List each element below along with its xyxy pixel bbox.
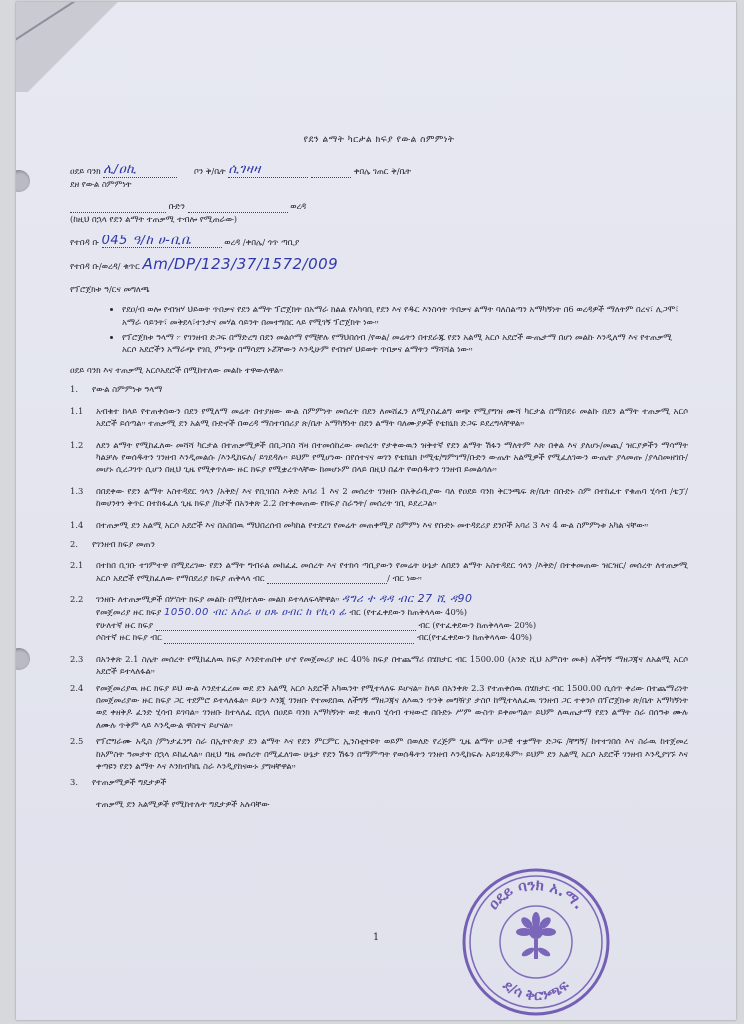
bank-handwritten: ሊ/ዐኪ [103,164,137,178]
address-field [102,235,222,248]
section-title: የውል ስምምነቱ ዓላማ [92,384,163,395]
payment-suffix: ብር (የተፈቀደውን ከጠቅላላው 20%) [418,619,537,630]
account-line [70,258,688,272]
account-label: የተበዳ ቡ/ወረዳ/ ቁጥር [70,261,140,272]
flower-emblem-icon [516,912,556,959]
payment-row [70,619,688,631]
filler-line [311,177,351,178]
clause-number: 2.4 [70,682,84,693]
payment-blank [164,643,414,644]
clause-1-2 [70,439,688,476]
section-3-heading [70,776,688,788]
branch-label: ቦን ቅ/ቤት [193,166,226,177]
clause-1-4 [70,519,688,531]
total-handwritten: ዳግሪ ተ ዳዳ ብር 27 ሺ ዳ90 [341,592,473,606]
branch-field [228,164,308,177]
section-title: የተጠቃሚዎች ግዴታዎች [92,777,167,788]
clause-text: በአንቀጽ 2.1 ስሌት መሰረት የሚከፈለዉ ክፍያ እንደተጠበቀ ሆኖ የመጀመሪያ ዙር 40% ክፍያ በተጨማሪ በሄክታር ብር 1500.00 (አንድ ሺህ አምስት መቶ) ለችግኝ ማዘጋጃና ለአልሚ አርሶ አደሮች ይተላለፋል። [96,653,688,677]
clause-number: 1.4 [70,519,84,530]
clause-text [96,559,688,584]
account-handwritten: Am/DP/123/37/1572/009 [142,258,339,273]
clause-text: ለደን ልማት የሚከፈለው መሻሻ ካርታል በተጠቃሚዎች በቢጋበስ ሻዛ በተመሰከረው መሰረት የታቀውዉን ዝቅተኛ የደን ልማት ሽፋን ማለትም እጽ በቀል እና ያለሆኑ/መጪ/ ዝርያዎችን ማሳማት ካልቻሉ የወሰዱትን ገንዘብ እንዲመልሱ /እንዲከፍሉ/ ይገደዳሉ። ይህም የሚሆነው በየሰተናና ወገን የቴክኒክ ኮሚቴ/ግምገማ/ቡድን ውጤት አልሚዎች የሚፈለገውን ውጤት ያላመጡ /ያላስመዘገቡ/ መሆኑ ሲረጋገጥ ሲሆን በዚህ ጊዜ የሚቀጥለው ዙር ክፍያ የሚቋረጥላቸው ከመሆኑም በላይ በዚህ በፊት የወሰዱትን ገንዘብ ይመልሳሉ። [96,439,688,475]
address-suffix: ወረዳ /ቀበሌ/ ጎጥ ጣቢያ [224,237,300,248]
payment-row [70,606,688,619]
clause-2-3 [70,653,688,678]
page-number: 1 [372,932,380,943]
payment-label: የሁለተኛ ዙር ክፍያ [96,619,154,630]
stamp-top-text: ዐደይ ባንክ አ.ማ. [484,875,588,913]
document-title: የደን ልማት ካርታል ክፍያ የውል ስምምነት [303,135,455,145]
obligations-intro: ተጠቃሚ ደን አልሚዎች የሚከተሉት ግዴታዎች አሉባቸው [96,798,270,809]
stamp-bottom-text: ደ/ሳ ቅርንጫፍ [499,977,573,1005]
svg-text:ደ/ሳ ቅርንጫፍ [499,977,573,1004]
clause-2-2 [70,593,688,605]
forest-office-label: ቀበሌ ገጠር ቅ/ቤት [353,166,411,177]
clause-tail: / ብር ነው። [387,572,422,583]
section-1-heading [70,383,688,395]
clause-body: በተከበ ቢገቡ ተገምተዋ በሚደረገው የደን ልማት ግብሩል መከፈፈ መሰረት እና የተክሳ ጣቢያውን የመሬት ሁኔታ ለበደን ልማት አስተዳደር ጎላን /እቅድ/ በተቀመጠው ዝርዝር/ መሰረት ለተጠቃሚ አርሶ አደሮች የሚከፈለው የማበደሪያ ክፍያ ጠቅላላ ብር [96,560,688,583]
branch-handwritten: ሲገዛዛ [228,164,261,178]
document-page [16,2,736,1020]
purpose-heading: የፕሮጀክቱ ዓ/ርና መግለጫ [70,283,150,294]
bank-line [70,164,688,177]
agreement-intro: ዐደይ ባንክ እና ተጠቃሚ አርሶአደሮች በሚከተለው መልኩ ተዋውለዋል። [70,364,284,375]
address-line [70,235,688,248]
clause-text: በተጠቃሚ ደን አልሚ አርሶ አደሮች እና በአበበዉ ማህበረሰብ መካከል የተደረገ የመሬት መጠቀሚያ ስምምነ እና የቡድኑ መተዳደሪያ ደንቦች አባሪ 3 እና 4 ውል ስምምነቱ አካል ናቸው። [96,519,649,530]
section-2-heading [70,538,688,550]
purpose-bullets [70,303,688,356]
clause-number: 1.3 [70,485,84,496]
clause-text: የፕሮግራሙ አዲስ /ምነታፈንግ ስራ በኢትዮጵያ ደን ልማት እና የደን ምርምር ኢንስቲትዩት ወይም በወለድ የረጅም ጊዜ ልማት ሀጋዊ ተቋማት ድጋፍ /ቸግኝ/ ከተተገበሰ እና ስራዉ ከተጀመረ ከአምስት ዓመታት በኋላ ይከፈላል። በዚህ ግዜ መሰረት በሚፈለገው ሁኔታ የደን ሽፋን በማምጣት የወሰዱትን ገንዘብ እንዲከፍሉ አይገደዱም። ይህም ደን አልሚ አርሶ አደሮች ገንዘብ እንዲያገኙ እና ቀጣዩን የደን ልማት እና እንክብካቤ ስራ እንዲያከናውኑ ያግዛቸዋል። [96,736,688,772]
clause-number: 1.2 [70,439,84,450]
clause-number: 2.5 [70,736,84,747]
section-title: የገንዘብ ክፍያ መጠን [92,538,155,549]
clause-number: 2.1 [70,560,84,571]
agreement-line: ደዘ የውል ስምምነት [70,178,132,189]
section-number: 3. [70,777,78,788]
clause-1-1 [70,405,688,430]
address-handwritten: 045 ዓ/ከ ሀ-ቢቤ [101,235,192,249]
intro-line: (ከዚህ በኋላ የደን ልማት ተጠቃሚ ተብሎ የሚጠራው) [70,213,238,224]
clause-2-5 [70,735,688,772]
clause-text [96,593,688,605]
payment-suffix: ብር(የተፈቀደውን ከጠቅላላው 40%) [417,632,533,643]
group-label: ቡድን [168,201,185,212]
bank-stamp [456,860,616,1020]
document-body [70,134,688,810]
clause-text: አብቁተ ከላይ የተጠቀሰውን በደን የሚለማ መሬት በተያዘው ውል ስምምነት መሰረት በደን ለመሸፈን ለሚያስፈልግ ወጭ የሚያግዝ ሙሻ ካርታል በማበደሩ መልኩ በደን ልማት ተጠቃሚ አርሶ አደሮች ይሰጣል። ተጠቃሚ ደን አልሚ ቡድኖች በወረዳ ማስተባበሪያ ጽ/ቤት አማካኝነት በደን ልማት ባለሙያዎች የቴክኒክ ድጋፍ ይደረግላቸዋል። [96,405,688,429]
purpose-bullet: • የፕሮጀክቱ ዓላማ ፦ የገንዘብ ድጋፍ በማድረግ በደን መልሶማ የሚቸሉ የማህበሰብ /የወል/ መሬትን በተደራጁ የደን አልሚ አርሶ አደሮች ውጤታማ በሆነ መልኩ እንዲለማ እና የተጠቃሚ አርሶ አደሮችን አማራጭ የገቢ ምንጭ በማሳደግ ኑሯቸውን እንዲሁም የብዝሃ ህይወት ጥበቃና ልማትን ማሻሻል ነው። [122,331,688,356]
folded-corner [16,2,136,92]
clause-text: በበደቀው የደን ልማት አስተዳደር ጎላን /አቅድ/ እና የቢገበስ እቅድ አባሪ 1 እና 2 መሰረት ገንዘቡ በአቅራቢያው ባለ የዐደይ ባንክ ቅርንጫፍ ጽ/ቤት በቡድኑ ስም በተከፈተ የቁጠባ ሂሳብ /ቴፓ/ ከወሀንትነ ቅጥር በተከፋፈለ ጊዜ ክፍያ /ከታች በአንቀጽ 2.2 በተቀመጠው የክፍያ ስራዓት/ መሰረት ገቢ ይደረጋል። [96,485,688,509]
clause-body: ገንዘቡ ለተጠቃሚዎች በሦስት ክፍያ መልኩ በሚከተለው መልክ ይተላለፍላቸዋል። [96,594,340,605]
bank-label: ዐደይ ባንክ [70,166,101,177]
group-date-line [70,200,688,212]
bank-field [103,164,177,177]
payment-handwritten: 1050.00 ብር አስራ ሀ ዐጹ ዐብር ከ የኪሳ ፊ [164,606,347,618]
purpose-bullet: • የደዐ/ብ ወሎ የብዝሃ ህይወት ጥበቃና የደን ልማት ፕሮጀክት በአማራ ክልል የአካባቢ የደን እና የዱር እንስሳት ጥበቃና ልማት ባለስልጣን አማካኝነት በ6 ወረዳዎች ማለትም በረና፣ ሊጋሞ፣ አማራ ሳይንት፣ መቅደላ፣ተንታና መሃል ሳይንት በመተግበር ላይ የሚገኝ ፕሮጀክት ነው። [122,303,688,328]
clause-number: 2.2 [70,594,84,605]
section-number: 1. [70,384,78,395]
clause-number: 1.1 [70,405,84,416]
punch-hole [16,648,30,670]
clause-2-1 [70,559,688,584]
clause-1-3 [70,485,688,510]
amount-blank [267,583,387,584]
payment-label: የመጀመሪያ ዙር ክፍያ [96,606,162,617]
punch-hole [16,170,30,192]
section-number: 2. [70,538,78,549]
payment-suffix: ብር (የተፈቀደውን ከጠቅላላው 40%) [349,606,468,617]
address-label: የተበዳ ቡ [70,237,99,248]
clause-number: 2.3 [70,653,84,664]
payment-row [70,631,688,643]
clause-2-4 [70,682,688,732]
district-label: ወረዳ [290,201,307,212]
payment-label: ሶስተኛ ዙር ክፍያ ብር [96,632,162,643]
clause-text: የመጀመሪያዉ ዙር ክፍያ ይህ ውል እንደተፈረመ ወደ ደን አልሚ አርሶ አደሮች አካዉንት የሚተላለፍ ይሆናል። ከላይ በአንቀጽ 2.3 የተጠቀሰዉ በሄክታር ብር 1500.00 ሲሰጥ ቀሪው በተጨማሪነት በመጀመሪያው ዙር ክፍያ ጋር ተደምሮ ይተላለፋል። ይሁን እንጂ ገንዘቡ የተመደበዉ ለችግኝ ማዘጋጃና ለእዉን ጥንቅ መግዥያ ታስቦ ከሚተላለፈዉ ገንዘብ ጋር ተቀንሶ በፕሮጀክቱ ጽ/ቤት አማካኝነት ወደ ቀዘቅዶ ፈንድ ሂሳብ ይገባል። ገንዘቡ ከተላለፈ በኋላ በዐደይ ባንክ አማካኝነት ወደ ቁጠባ ሂሳብ ተዛውሮ በቡድኑ ሥም ውስጥ ይቀመጣል። ይህም ለዉጤታማ የደን ልማት ስራ በሰዓቱ ሙሉ ለሙሉ ጥቅም ላይ እንዲውል ዋስትና ይሆናል። [96,682,688,730]
